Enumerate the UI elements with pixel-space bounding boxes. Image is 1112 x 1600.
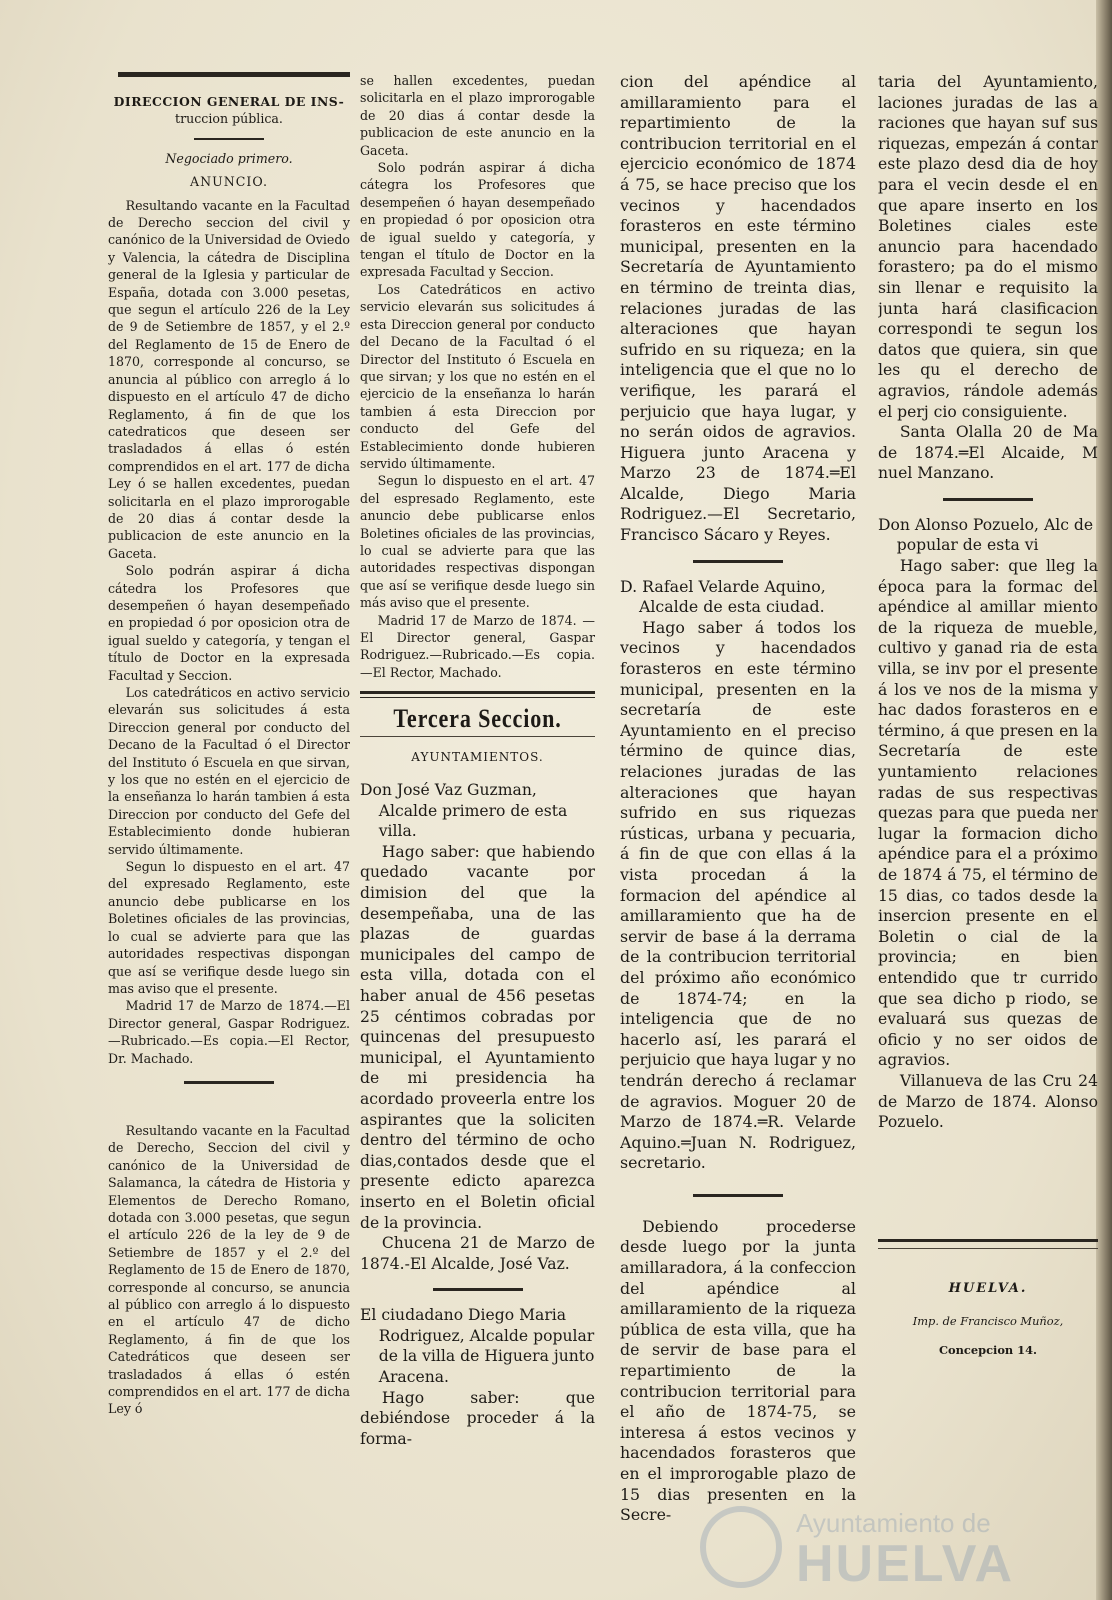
printer-imprint: Imp. de Francisco Muñoz, (912, 1314, 1064, 1329)
paragraph: Segun lo dispuesto en el art. 47 del espresado Reglamento, este anuncio debe publicarse enlos Boletines oficiales de las provincias, lo cual se advierte para que las autoridades respectivas dispongan que así se verifique desde luego sin más aviso que el presente. (360, 473, 595, 611)
signature-paragraph: Madrid 17 de Marzo de 1874. —El Director general, Gaspar Rodriguez.—Rubricado.—Es copia. —El Rector, Machado. (360, 612, 595, 680)
paragraph: Solo podrán aspirar á dicha cátedra los Profesores que desempeñen ó hayan desempeñado en propiedad ó por oposicion otra de igual sueldo y categoría, y tengan el título de Doctor en la expresada Facultad y Seccion. (108, 563, 350, 683)
printer-address: Concepcion 14. (938, 1342, 1038, 1357)
archive-watermark (700, 1500, 1020, 1593)
paragraph: Resultando vacante en la Facultad de Derecho seccion del civil y canónico de la Universidad de Oviedo y Valencia, la cátedra de Disciplina general de la Iglesia y particular de España, dotada con 3.000 pesetas, que segun el artículo 226 de la Ley de 9 de Setiembre de 1857, y el 2.º del Reglamento de 15 de Enero de 1870, corresponde al concurso, se anuncia al público con arreglo á lo dispuesto en el artículo 47 de dicho Reglamento, á fin de que los catedraticos que deseen ser trasladados á ellas ó estén comprendidos en el art. 177 de dicha Ley ó se hallen excedentes, puedan solicitarla en el plazo improrogable de 20 dias á contar desde la publicacion de este anuncio en la Gaceta. (108, 197, 350, 561)
paragraph: Hago saber á todos los vecinos y hacendados forasteros en este término municipal, presenten en la secretaría de este Ayuntamiento en el preciso término de quince dias, relaciones juradas de las alteraciones que hayan sufrido en sus riquezas rústicas, urbana y pecuaria, á fin de que con ellas á la vista procedan á la formacion del apéndice al amillaramiento que ha de servir de base á la derrama de la contribucion territorial del próximo año económico de 1874-74; en la inteligencia que de no hacerlo así, les parará el perjuicio que haya lugar y no tendrán derecho á reclamar de agravios. Moguer 20 de Marzo de 1874.═R. Velarde Aquino.═Juan N. Rodriguez, secretario. (620, 617, 856, 1173)
notice-heading: D. Rafael Velarde Aquino, Alcalde de esta ciudad. (620, 576, 826, 617)
double-rule (360, 691, 595, 698)
paragraph: Segun lo dispuesto en el art. 47 del expresado Reglamento, este anuncio debe publicarse en los Boletines oficiales de las provincias, lo cual se advierte para que las autoridades respectivas dispongan que así se verifique desde luego sin mas aviso que el presente. (108, 859, 350, 996)
ayuntamientos-heading: AYUNTAMIENTOS. (411, 749, 544, 764)
signature-paragraph: Madrid 17 de Marzo de 1874.—El Director general, Gaspar Rodriguez.—Rubricado.—Es copia.—El Rector, Dr. Machado. (108, 998, 350, 1066)
rule (360, 736, 595, 737)
paragraph: Hago saber: que lleg la época para la formac del apéndice al amillar miento de la riqueza de mueble, cultivo y ganad ria de esta villa, se inv por el presente á los ve nos de la misma y hac dados forasteros en e término, á que presen en la Secretaría de este yuntamiento relaciones radas de sus respectivas quezas para que pueda ner lugar la formacion dicho apéndice para el a próximo de 1874 á 75, el término de 15 dias, co tados desde la insercion presente en el Boletin o cial de la provincia; en bien entendido que tr currido que sea dicho p riodo, se evaluará sus quezas de oficio y no ser oidos de agravios. (878, 557, 1098, 1070)
section-heading-line2: truccion pública. (175, 111, 283, 127)
paragraph: Debiendo procederse desde luego por la junta amillaradora, á la confeccion del apéndice al amillaramiento de la riqueza pública de esta villa, que ha de servir de base para el repartimiento de la contribucion territorial para el año de 1874-75, se interesa á estos vecinos y hacendados forasteros que en el improrogable plazo de 15 dias presenten en la Secre- (620, 1216, 856, 1525)
anuncio-heading: ANUNCIO. (190, 174, 268, 190)
footer-rule (878, 1239, 1098, 1242)
paragraph: Los catedráticos en activo servicio elevarán sus solicitudes á esta Direccion general por conducto del Decano de la Facultad ó el Director del Instituto ó Escuela en que sirvan, y los que no estén en el ejercicio de la enseñanza lo harán tambien á esta Direccion por conducto del Gefe del Establecimiento donde hubieran servido últimamente. (108, 685, 350, 857)
divider (693, 560, 783, 563)
paragraph: Los Catedráticos en activo servicio elevarán sus solicitudes á esta Direccion general por conducto del Decano de la Facultad ó el Director del Instituto ó Escuela en que sirvan; y los que no estén en el ejercicio de la enseñanza lo harán tambien á esta Direccion por conducto del Gefe del Establecimiento donde hubieren servido últimamente. (360, 281, 595, 471)
signature-paragraph: Chucena 21 de Marzo de 1874.-El Alcalde, José Vaz. (360, 1234, 595, 1273)
paragraph: Hago saber: que debiéndose proceder á la forma- (360, 1388, 595, 1448)
paragraph: Hago saber: que habiendo quedado vacante por dimision del que la desempeñaba, una de las plazas de guardas municipales del campo de esta villa, dotada con el haber anual de 456 pesetas 25 céntimos cobradas por quincenas del presupuesto municipal, el Ayuntamiento de mi presidencia ha acordado proveerla entre los aspirantes que la soliciten dentro del término de ocho dias,contados desde que el presente edicto aparezca inserto en el Boletin oficial de la provincia. (360, 842, 595, 1232)
column-2 (360, 72, 595, 1449)
footer-rule-thin (878, 1248, 1098, 1249)
signature-paragraph: Santa Olalla 20 de Ma de 1874.═El Alcaide, M nuel Manzano. (878, 423, 1098, 483)
column-1 (108, 72, 350, 1418)
page-edge (1096, 0, 1112, 1600)
paragraph: Resultando vacante en la Facultad de Derecho, Seccion del civil y canónico de la Universidad de Salamanca, la cátedra de Historia y Elementos de Derecho Romano, dotada con 3.000 pesetas, que segun el artículo 226 de la ley de 9 de Setiembre de 1857 y el 2.º del Reglamento de 15 de Enero de 1870, corresponde al concurso, se anuncia al público con arreglo á lo dispuesto en el artículo 47 de dicho Reglamento, á fin de que los Catedráticos que deseen ser trasladados á ellas ó estén comprendidos en el art. 177 de dicha Ley ó (108, 1122, 350, 1417)
negociado-heading: Negociado primero. (165, 150, 293, 166)
divider (184, 1081, 274, 1084)
notice-heading: El ciudadano Diego Maria Rodriguez, Alcalde popular de la villa de Higuera junto Aracena. (360, 1306, 595, 1387)
divider (943, 498, 1033, 501)
section-heading: DIRECCION GENERAL DE INS- (113, 94, 345, 109)
paragraph: taria del Ayuntamiento, laciones juradas de las a raciones que hayan suf sus riquezas, empezán á contar este plazo desd dia de hoy para el vecin desde el en que apare inserto en los Boletines ciales este anuncio para hacendado forastero; pa do el mismo sin llenar e requisito la junta hará clasificacion correspondi te segun los datos que quiera, sin que les qu el derecho de agravios, rándole además el perj cio consiguiente. (878, 73, 1098, 421)
notice-heading: Don Alonso Pozuelo, Alc de popular de esta vi (878, 515, 1094, 555)
column-3 (620, 72, 856, 1526)
paragraph: se hallen excedentes, puedan solicitarla en el plazo improrogable de 20 dias á contar desde la publicacion de este anuncio en la Gaceta. (360, 73, 595, 158)
divider (693, 1194, 783, 1197)
top-rule (118, 72, 350, 77)
watermark-line1: Ayuntamiento de (796, 1508, 991, 1538)
paragraph: cion del apéndice al amillaramiento para el repartimiento de la contribucion territorial en el ejercicio económico de 1874 á 75, se hace preciso que los vecinos y hacendados forasteros en este término municipal, presenten en la Secretaría de Ayuntamiento en término de treinta dias, relaciones juradas de las alteraciones que hayan sufrido en su riqueza; en la inteligencia que el que no lo verifique, les parará el perjuicio que haya lugar, y no serán oidos de agravios. Higuera junto Aracena y Marzo 23 de 1874.═El Alcalde, Diego Maria Rodriguez.—El Secretario, Francisco Sácaro y Reyes. (620, 72, 856, 545)
signature-paragraph: Villanueva de las Cru 24 de Marzo de 1874. Alonso Pozuelo. (878, 1071, 1098, 1132)
coat-of-arms-icon (700, 1506, 782, 1588)
watermark-line2: HUELVA (796, 1535, 1015, 1593)
section-title: Tercera Seccion. (393, 704, 562, 734)
paragraph: Solo podrán aspirar á dicha cátegra los Profesores que desempeñen ó hayan desempeñado en propiedad ó por oposicion otra de igual sueldo y categoría, y tengan el título de Doctor en la expresada Facultad y Seccion. (360, 160, 595, 280)
divider (194, 138, 264, 140)
city-imprint: HUELVA. (948, 1280, 1028, 1296)
divider (433, 1288, 523, 1291)
column-4 (878, 72, 1098, 1360)
notice-heading: Don José Vaz Guzman, Alcalde primero de esta villa. (360, 781, 568, 841)
